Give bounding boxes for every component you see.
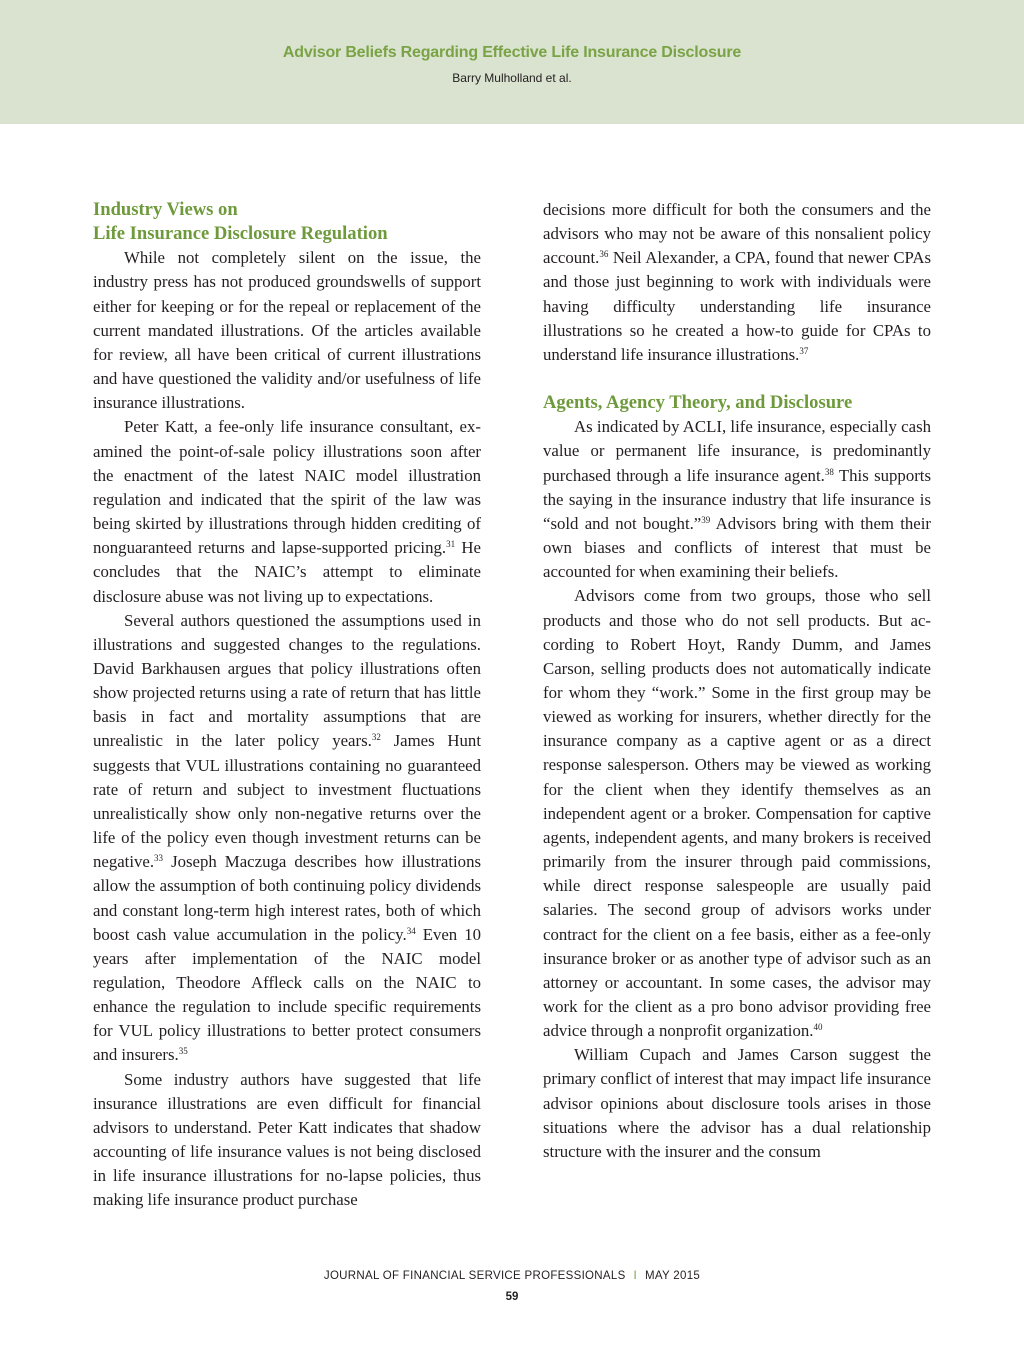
running-authors: Barry Mulholland et al. [452, 71, 572, 85]
paragraph: Several authors questioned the assumptions used in illustrations and suggested changes to the regulations. David Barkhausen argues that policy illustrations often show projected returns using a rate of return that has little basis in fact and mortality assumptions that are unrealistic in the later policy years.$^{32}$ James Hunt suggests that VUL illustrations containing no guaranteed rate of return and subject to investment fluctuations unrealistically show only non-negative returns over the life of the policy even though investment returns can be negative.$^{33}$ Joseph Maczuga describes how illustrations allow the assumption of both continuing policy dividends and constant long-term high interest rates, both of which boost cash value accumulation in the policy.$^{34}$ Even 10 years after implementation of the NAIC model regulation, Theodore Affleck calls on the NAIC to enhance the regulation to include specific requirements for VUL policy illustrations to better protect consumers and insurers.$^{35}$ [93, 610, 481, 1065]
section-heading-agents: Agents, Agency Theory, and Disclosure [543, 392, 853, 414]
left-column [93, 198, 481, 1213]
footnote-ref: 32 [371, 732, 381, 743]
heading-line-2: Life Insurance Disclosure Regulation [93, 223, 388, 245]
footnote-ref: 31 [446, 539, 456, 550]
page-number: 59 [505, 1291, 519, 1303]
paragraph: While not completely silent on the issue, the industry press has not produced groundswells of support either for keeping or for the repeal or replacement of the current mandated illustrations. Of the articles available for review, all have been critical of current illustrations and have questioned the validity and/or usefulness of life insurance illustrations. [93, 248, 481, 413]
paragraph-continued: decisions more difficult for both the consumers and the advisors who may not be aware of this nonsalient policy account.$^{36}$ Neil Alexander, a CPA, found that newer CPAs and those just beginning to work with individuals were having difficulty understanding life insurance illustrations so he created a how-to guide for CPAs to understand life insurance illustrations.$^{37}$ [543, 200, 931, 364]
right-column [543, 198, 931, 1164]
paragraph: Peter Katt, a fee-only life insurance consultant, examined the point-of-sale policy illustrations soon after the enactment of the latest NAIC model illustration regulation and indicated that the spirit of the law was being skirted by illustrations through hidden crediting of nonguaranteed returns and lapse-supported pricing.$^{31}$ He concludes that the NAIC’s attempt to eliminate disclosure abuse was not living up to expectations. [93, 417, 481, 606]
running-title: Advisor Beliefs Regarding Effective Life Insurance Disclosure [282, 44, 742, 61]
footnote-ref: 37 [799, 345, 809, 356]
paragraph: Advisors come from two groups, those who sell products and those who do not sell products. But according to Robert Hoyt, Randy Dumm, and James Carson, selling products does not automatically indicate for whom they “work.” Some in the first group may be viewed as working for insurers, whether directly for the insurance company as a captive agent or as a direct response salesperson. Others may be viewed as working for the client when they identify themselves as an independent agent or a broker. Compensation for captive agents, independent agents, and many brokers is received primarily from the insurer through paid commissions, while direct response salespeople are usually paid salaries. The second group of advisors works under contract for the client on a fee basis, either as a fee-only insurance broker or as another type of advisor such as an attorney or accountant. In some cases, the advisor may work for the client as a pro bono advisor providing free advice through a nonprofit organization.$^{40}$ [543, 586, 931, 1041]
journal-name: JOURNAL OF FINANCIAL SERVICE PROFESSIONALS [323, 1270, 626, 1282]
paragraph: Some industry authors have suggested that life insurance illustrations are even difficult for financial advisors to understand. Peter Katt indicates that shadow accounting of life insurance values is not being disclosed in life insurance illustrations for no-lapse policies, thus making life insurance product purchase [93, 1069, 481, 1210]
footnote-ref: 39 [701, 514, 711, 525]
section-spacer [543, 367, 931, 391]
heading-line-1: Industry Views on [93, 199, 238, 220]
paragraph: William Cupach and James Carson suggest the primary conflict of interest that may impact life insurance advisor opinions about disclosure tools arises in those situations where the advisor has a dual relationship structure with the insurer and the consum [543, 1045, 931, 1161]
section-heading-industry-views [93, 198, 481, 246]
footnote-ref: 33 [154, 853, 164, 864]
header-band [0, 0, 1024, 124]
footnote-ref: 38 [824, 466, 834, 477]
footnote-ref: 34 [406, 925, 416, 936]
footer-journal-line [0, 1270, 1024, 1282]
paragraph: As indicated by ACLI, life insurance, especially cash value or permanent life insurance, is predominantly purchased through a life insurance agent.$^{38}$ This supports the saying in the insurance industry that life insurance is “sold and not bought.”$^{39}$ Advisors bring with them their own biases and conflicts of interest that must be accounted for when examining their beliefs. [543, 417, 931, 582]
footnote-ref: 35 [178, 1046, 188, 1057]
footnote-ref: 40 [813, 1022, 823, 1033]
issue-date: MAY 2015 [645, 1270, 701, 1282]
footer-separator: I [633, 1270, 638, 1282]
footnote-ref: 36 [599, 249, 609, 260]
